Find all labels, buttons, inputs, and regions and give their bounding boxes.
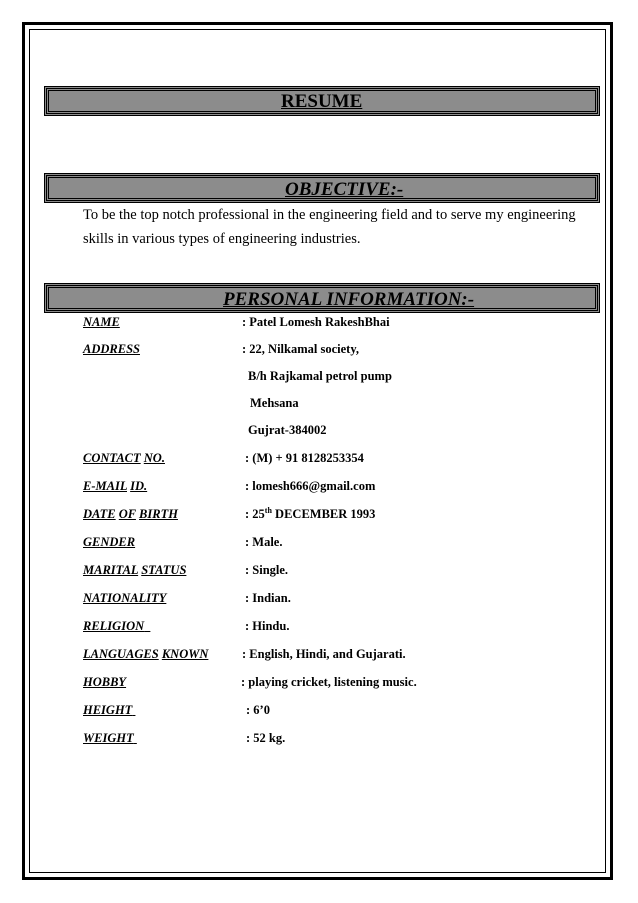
info-label-weight: WEIGHT — [83, 731, 134, 745]
info-value-height: : 6’0 — [246, 703, 270, 717]
resume-title-bar — [44, 86, 600, 116]
info-value-address-line2: B/h Rajkamal petrol pump — [248, 369, 392, 383]
info-label-contact: CONTACT NO. — [83, 451, 165, 465]
objective-heading-bar — [44, 173, 600, 203]
info-label-name: NAME — [83, 315, 120, 329]
info-value-name: : Patel Lomesh RakeshBhai — [242, 315, 390, 329]
info-value-dob: : 25th DECEMBER 1993 — [245, 505, 376, 521]
info-value-religion: : Hindu. — [245, 619, 290, 633]
info-label-nationality: NATIONALITY — [83, 591, 167, 605]
info-label-religion: RELIGION — [83, 619, 145, 633]
personal-info-heading-bar — [44, 283, 600, 313]
info-value-hobby: : playing cricket, listening music. — [241, 675, 417, 689]
info-label-address: ADDRESS — [83, 342, 140, 356]
info-label-dob: DATE OF BIRTH — [83, 507, 178, 521]
info-label-email: E-MAIL ID. — [83, 479, 148, 493]
info-label-marital: MARITAL STATUS — [83, 563, 187, 577]
objective-heading: OBJECTIVE:- — [285, 179, 404, 200]
info-value-weight: : 52 kg. — [246, 731, 286, 745]
info-value-contact: : (M) + 91 8128253354 — [245, 451, 364, 465]
resume-title: RESUME — [281, 91, 363, 112]
info-value-languages: : English, Hindi, and Gujarati. — [242, 647, 406, 661]
info-value-address-line1: : 22, Nilkamal society, — [242, 342, 360, 356]
info-value-email: : lomesh666@gmail.com — [245, 479, 376, 493]
info-value-marital: : Single. — [245, 563, 289, 577]
personal-info-heading: PERSONAL INFORMATION:- — [223, 289, 475, 310]
info-value-nationality: : Indian. — [245, 591, 291, 605]
info-label-gender: GENDER — [83, 535, 136, 549]
objective-text: To be the top notch professional in the engineering field and to serve my engineering skills in various types of engineering industries. — [83, 207, 576, 247]
info-label-height: HEIGHT — [83, 703, 133, 717]
info-value-gender: : Male. — [245, 535, 283, 549]
info-value-address-line3: Mehsana — [250, 396, 299, 410]
info-label-languages: LANGUAGES KNOWN — [83, 647, 209, 661]
info-value-address-line4: Gujrat-384002 — [248, 423, 327, 437]
info-label-hobby: HOBBY — [83, 675, 127, 689]
